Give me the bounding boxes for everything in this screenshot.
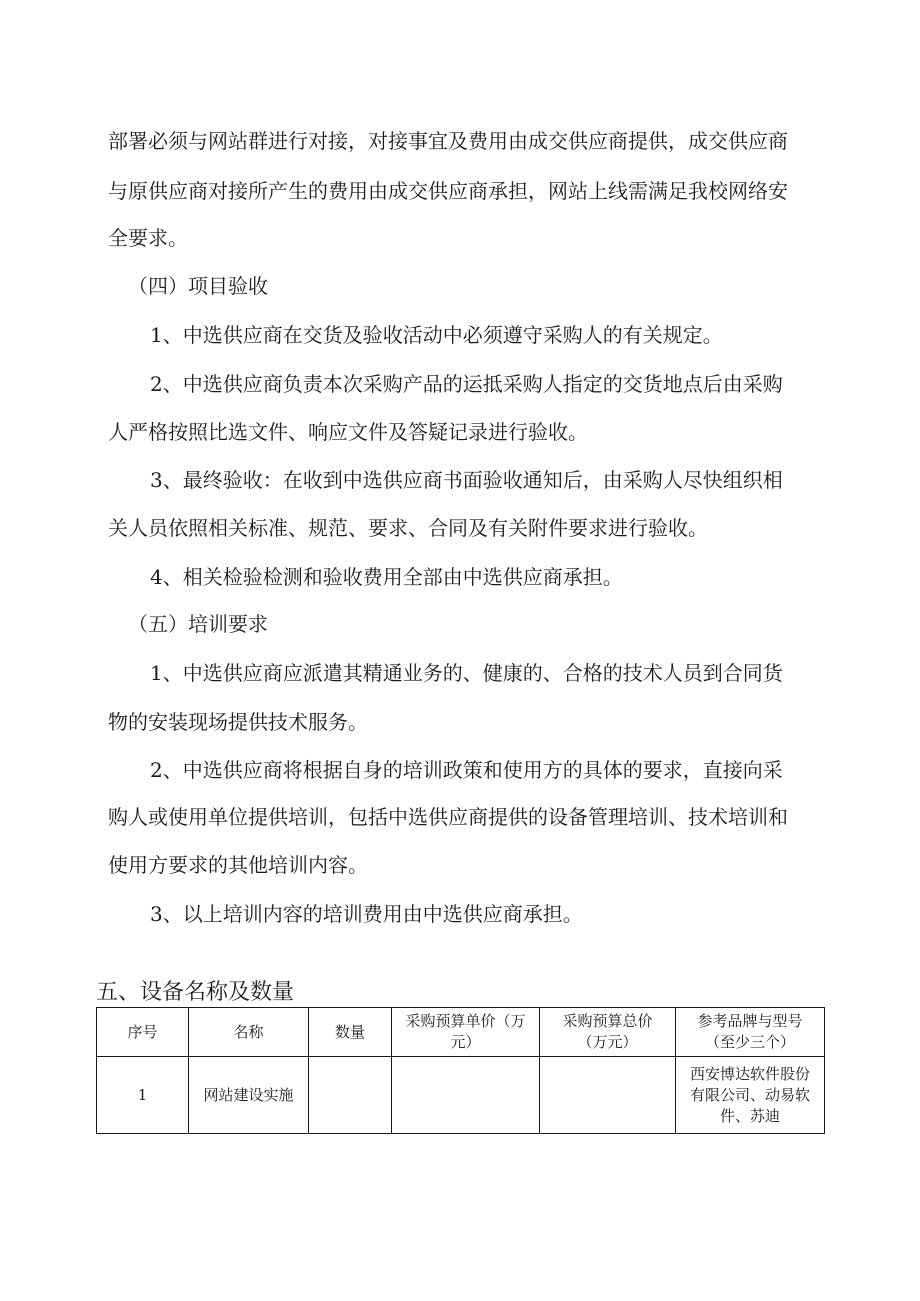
- cell-name: 网站建设实施: [189, 1057, 309, 1134]
- paragraph-line: 购人或使用单位提供培训，包括中选供应商提供的设备管理培训、技术培训和: [108, 805, 788, 829]
- section-title: 五、设备名称及数量: [96, 980, 295, 1005]
- header-name: 名称: [189, 1008, 309, 1057]
- cell-brand-line2: 有限公司、动易软: [689, 1085, 810, 1104]
- acceptance-item-1: 1、中选供应商在交货及验收活动中必须遵守采购人的有关规定。: [150, 323, 723, 347]
- table-row: [97, 1057, 825, 1134]
- header-total-line1: 采购预算总价: [562, 1012, 653, 1030]
- paragraph-line: 人严格按照比选文件、响应文件及答疑记录进行验收。: [108, 420, 588, 444]
- acceptance-item-3: 3、最终验收：在收到中选供应商书面验收通知后，由采购人尽快组织相: [150, 468, 783, 492]
- training-item-3: 3、以上培训内容的培训费用由中选供应商承担。: [150, 902, 583, 926]
- header-total-price: [540, 1008, 676, 1057]
- subsection-heading-acceptance: （四）项目验收: [128, 274, 268, 298]
- header-seq: 序号: [97, 1008, 189, 1057]
- paragraph-line: 物的安装现场提供技术服务。: [108, 710, 368, 734]
- header-total-line2: （万元）: [577, 1033, 638, 1051]
- cell-seq: 1: [97, 1057, 189, 1134]
- header-brand: [676, 1008, 825, 1057]
- cell-brand-line1: 西安博达软件股份: [689, 1064, 810, 1083]
- table-header-row: [97, 1008, 825, 1057]
- header-unit-price-line2: 元）: [450, 1033, 481, 1051]
- training-item-1: 1、中选供应商应派遣其精通业务的、健康的、合格的技术人员到合同货: [150, 661, 783, 685]
- cell-brand: [676, 1057, 825, 1134]
- paragraph-line: 关人员依照相关标准、规范、要求、合同及有关附件要求进行验收。: [108, 516, 708, 540]
- equipment-table: [96, 1007, 825, 1134]
- acceptance-item-2: 2、中选供应商负责本次采购产品的运抵采购人指定的交货地点后由采购: [150, 372, 783, 396]
- paragraph-line: 全要求。: [108, 226, 188, 250]
- cell-brand-line3: 件、苏迪: [719, 1106, 780, 1125]
- header-brand-line1: 参考品牌与型号: [697, 1012, 803, 1030]
- training-item-2: 2、中选供应商将根据自身的培训政策和使用方的具体的要求，直接向采: [150, 758, 783, 782]
- acceptance-item-4: 4、相关检验检测和验收费用全部由中选供应商承担。: [150, 565, 623, 589]
- header-unit-price: [392, 1008, 540, 1057]
- header-unit-price-line1: 采购预算单价（万: [405, 1012, 526, 1030]
- cell-unit-price: [392, 1057, 540, 1134]
- cell-total-price: [540, 1057, 676, 1134]
- header-brand-line2: （至少三个）: [704, 1033, 795, 1051]
- paragraph-line: 部署必须与网站群进行对接，对接事宜及费用由成交供应商提供，成交供应商: [108, 129, 788, 153]
- subsection-heading-training: （五）培训要求: [128, 612, 268, 636]
- header-qty: 数量: [309, 1008, 392, 1057]
- paragraph-line: 与原供应商对接所产生的费用由成交供应商承担，网站上线需满足我校网络安: [108, 179, 788, 203]
- paragraph-line: 使用方要求的其他培训内容。: [108, 853, 368, 877]
- cell-qty: [309, 1057, 392, 1134]
